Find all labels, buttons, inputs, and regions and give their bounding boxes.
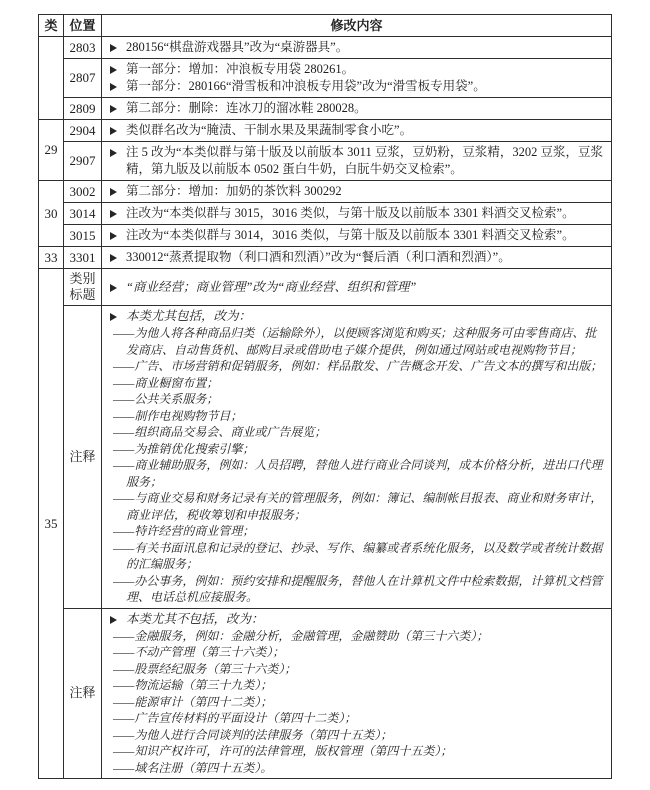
list-item: ——域名注册（第四十五类）。 xyxy=(113,760,273,775)
arrow-bullet-icon xyxy=(110,232,117,240)
list-item: ——广告、市场营销和促销服务，例如：样品散发、广告概念开发、广告文本的撰写和出版； xyxy=(113,359,603,373)
content-cell xyxy=(102,247,612,269)
header-content: 修改内容 xyxy=(102,15,612,37)
table-row xyxy=(39,37,612,59)
table-row xyxy=(39,608,612,779)
list-item: ——广告宣传材料的平面设计（第四十二类）； xyxy=(113,711,357,725)
bullet-item xyxy=(106,227,607,244)
position-cell: 3301 xyxy=(64,247,102,269)
list-item: ——办公事务，例如：预约安排和提醒服务，替他人在计算机文件中检索数据，计算机文档管理、电话总机应接服务。 xyxy=(113,573,603,604)
revision-text: 第一部分：280166“滑雪板和冲浪板专用袋”改为“滑雪板专用袋”。 xyxy=(126,79,486,93)
position-cell: 2809 xyxy=(64,98,102,120)
arrow-bullet-icon xyxy=(110,284,117,292)
list-item: ——制作电视购物节目； xyxy=(113,408,243,423)
arrow-bullet-icon xyxy=(110,127,117,135)
list-item: ——股票经纪服务（第三十六类）； xyxy=(113,661,297,676)
list-item: ——为推销优化搜索引擎； xyxy=(113,441,255,456)
bullet-item xyxy=(106,611,607,628)
list-item: ——知识产权许可，许可的法律管理，版权管理（第四十五类）； xyxy=(113,744,453,758)
revision-table xyxy=(38,14,612,779)
table-row xyxy=(39,59,612,98)
table-row xyxy=(39,181,612,203)
list-item: ——能源审计（第四十二类）； xyxy=(113,694,273,709)
class-cell: 29 xyxy=(39,120,64,181)
table-row xyxy=(39,142,612,181)
revision-text: 280156“棋盘游戏器具”改为“桌游器具”。 xyxy=(126,40,349,54)
class-cell: 35 xyxy=(39,269,64,779)
bullet-item xyxy=(106,249,607,266)
arrow-bullet-icon xyxy=(110,254,117,262)
table-row xyxy=(39,225,612,247)
bullet-item xyxy=(106,39,607,56)
list-item: ——与商业交易和财务记录有关的管理服务，例如：簿记、编制帐目报表、商业和财务审计，商业评估，税收筹划和申报服务； xyxy=(113,491,603,522)
arrow-bullet-icon xyxy=(110,210,117,218)
position-cell: 3015 xyxy=(64,225,102,247)
content-cell xyxy=(102,306,612,609)
list-item: ——物流运输（第三十九类）； xyxy=(113,678,273,692)
list-item: ——为他人将各种商品归类（运输除外），以便顾客浏览和购买；这种服务可由零售商店、批发商店、自动售货机、邮购目录或借助电子媒介提供，例如通过网站或电视购物节目； xyxy=(113,326,597,357)
bullet-item xyxy=(106,308,607,325)
revision-text: 本类尤其包括，改为： xyxy=(126,309,252,323)
table-row xyxy=(39,247,612,269)
arrow-bullet-icon xyxy=(110,313,117,321)
list-item: ——为他人进行合同谈判的法律服务（第四十五类）； xyxy=(113,727,393,742)
position-cell: 2904 xyxy=(64,120,102,142)
content-cell xyxy=(102,608,612,779)
revision-text: “商业经营；商业管理”改为“商业经营、组织和管理” xyxy=(126,279,417,294)
position-cell: 注释 xyxy=(64,608,102,779)
revision-text: 注改为“本类似群与 3014，3016 类似，与第十版及以前版本 3301 料酒交叉检索”。 xyxy=(126,228,575,242)
content-cell xyxy=(102,142,612,181)
revision-text: 注 5 改为“本类似群与第十版及以前版本 3011 豆浆，豆奶粉，豆浆精，3202 豆浆，豆浆精，第九版及以前版本 0502 蛋白牛奶，白朊牛奶交叉检索”。 xyxy=(126,145,603,176)
arrow-bullet-icon xyxy=(110,105,117,113)
revision-text: 第二部分：删除：连冰刀的溜冰鞋 280028。 xyxy=(126,101,367,115)
bullet-item xyxy=(106,144,607,178)
revision-text: 注改为“本类似群与 3015，3016 类似，与第十版及以前版本 3301 料酒交叉检索”。 xyxy=(126,206,575,220)
list-item: ——有关书面讯息和记录的登记、抄录、写作、编纂或者系统化服务，以及数学或者统计数据的汇编服务； xyxy=(113,540,603,571)
content-cell xyxy=(102,203,612,225)
arrow-bullet-icon xyxy=(110,616,117,624)
bullet-item xyxy=(106,122,607,139)
revision-text: 第一部分：增加：冲浪板专用袋 280261。 xyxy=(126,62,355,76)
position-cell: 注释 xyxy=(64,306,102,609)
arrow-bullet-icon xyxy=(110,83,117,91)
bullet-item xyxy=(106,205,607,222)
bullet-item xyxy=(106,78,607,95)
class-cell: 30 xyxy=(39,181,64,247)
bullet-item xyxy=(106,183,607,200)
list-item: ——商业橱窗布置； xyxy=(113,375,219,390)
arrow-bullet-icon xyxy=(110,66,117,74)
content-cell xyxy=(102,269,612,306)
position-cell: 2803 xyxy=(64,37,102,59)
header-class: 类 xyxy=(39,15,64,37)
content-cell xyxy=(102,59,612,98)
class-cell: 33 xyxy=(39,247,64,269)
table-row xyxy=(39,306,612,609)
content-cell xyxy=(102,225,612,247)
list-item: ——公共关系服务； xyxy=(113,392,219,406)
content-cell xyxy=(102,37,612,59)
list-item: ——组织商品交易会、商业或广告展览； xyxy=(113,425,327,439)
list-item: ——商业辅助服务，例如：人员招聘，替他人进行商业合同谈判，成本价格分析，进出口代理服务； xyxy=(113,458,603,489)
list-item: ——不动产管理（第三十六类）； xyxy=(113,645,285,659)
position-cell: 2807 xyxy=(64,59,102,98)
list-item: ——金融服务，例如：金融分析，金融管理，金融赞助（第三十六类）； xyxy=(113,628,489,643)
table-row xyxy=(39,98,612,120)
content-cell xyxy=(102,120,612,142)
table-header-row xyxy=(39,15,612,37)
revision-text: 类似群名改为“腌渍、干制水果及果蔬制零食小吃”。 xyxy=(126,123,413,137)
position-cell: 2907 xyxy=(64,142,102,181)
position-cell: 类别标题 xyxy=(64,269,102,306)
revision-text: 第二部分：增加：加奶的茶饮料 300292 xyxy=(126,184,342,198)
position-cell: 3002 xyxy=(64,181,102,203)
revision-text: 本类尤其不包括，改为： xyxy=(126,611,264,626)
bullet-item xyxy=(106,100,607,117)
class-cell xyxy=(39,37,64,120)
arrow-bullet-icon xyxy=(110,44,117,52)
content-cell xyxy=(102,98,612,120)
content-cell xyxy=(102,181,612,203)
table-row xyxy=(39,269,612,306)
bullet-item xyxy=(106,279,607,296)
revision-text: 330012“蒸煮提取物（利口酒和烈酒）”改为“餐后酒（利口酒和烈酒）”。 xyxy=(126,250,511,264)
table-row xyxy=(39,203,612,225)
header-position: 位置 xyxy=(64,15,102,37)
table-row xyxy=(39,120,612,142)
position-cell: 3014 xyxy=(64,203,102,225)
bullet-item xyxy=(106,61,607,78)
arrow-bullet-icon xyxy=(110,149,117,157)
list-item: ——特许经营的商业管理； xyxy=(113,524,255,538)
arrow-bullet-icon xyxy=(110,188,117,196)
